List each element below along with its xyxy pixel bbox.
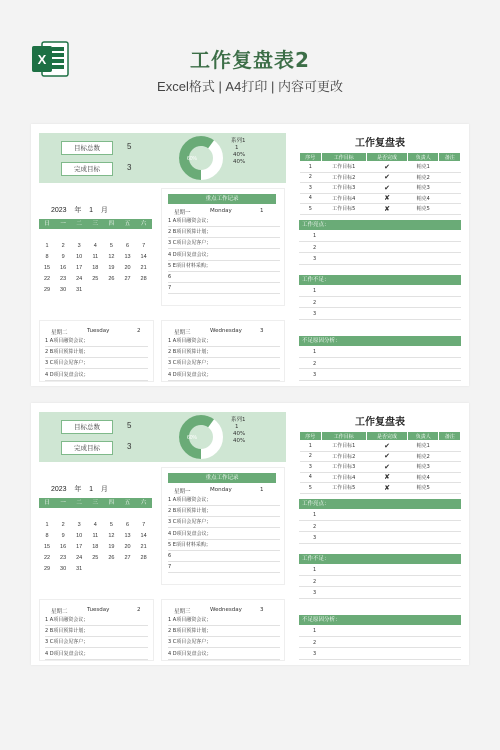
table-cell: 工作目标2 xyxy=(321,172,366,183)
calendar-day: 18 xyxy=(92,544,99,550)
section-line: 3 xyxy=(299,649,461,660)
section-line: 2 xyxy=(299,243,461,254)
status-mark: ✘ xyxy=(366,483,407,494)
table-cell: 1 xyxy=(300,162,322,173)
calendar-day: 11 xyxy=(92,254,99,260)
day-record-line: 4 D项目复盘会议； xyxy=(168,250,280,261)
table-cell: 3 xyxy=(300,462,322,473)
status-mark: ✘ xyxy=(366,193,407,204)
page-subtitle: Excel格式 | A4打印 | 内容可更改 xyxy=(157,79,343,94)
calendar-day: 29 xyxy=(43,287,51,293)
day-record-line: 5 E项目材料采购； xyxy=(168,261,280,272)
calendar-month: 1 xyxy=(89,486,94,493)
status-mark: ✔ xyxy=(366,183,407,194)
goals-col-header-2: 是否完成 xyxy=(366,153,407,162)
calendar-day: 20 xyxy=(124,544,131,550)
calendar-day: 31 xyxy=(76,566,83,572)
completion-donut-chart xyxy=(177,134,225,182)
day-record-line: 2 B项目预算计划； xyxy=(168,626,280,637)
goal-total-value: 5 xyxy=(127,142,132,151)
donut-percent-label: 60% xyxy=(187,435,198,441)
status-mark: ✔ xyxy=(366,451,407,462)
calendar-day: 18 xyxy=(92,265,99,271)
day-number: 3 xyxy=(260,328,264,334)
day-record-line: 6 xyxy=(168,551,280,562)
calendar-day: 28 xyxy=(140,276,147,282)
table-cell xyxy=(439,472,461,483)
table-cell: 工作目标3 xyxy=(321,462,366,473)
section-title: 工作亮点： xyxy=(299,220,461,230)
section-title: 工作亮点： xyxy=(299,499,461,509)
calendar-weekday: 四 xyxy=(108,500,115,506)
calendar-weekday: 六 xyxy=(140,221,147,227)
calendar-year: 2023 xyxy=(51,207,67,214)
legend-value: 1 xyxy=(235,145,239,151)
day-record-line: 1 A项目融资会议； xyxy=(168,336,280,347)
calendar-month-unit: 月 xyxy=(100,486,108,493)
sheet-2 xyxy=(31,403,469,665)
table-row xyxy=(300,483,461,494)
completion-donut-chart xyxy=(177,413,225,461)
calendar-weekday-row xyxy=(39,498,152,508)
day-name-cn: 星期三 xyxy=(174,330,191,336)
day-record-line: 2 B项目预算计划； xyxy=(45,347,148,358)
calendar-day: 1 xyxy=(45,243,49,249)
calendar-day: 24 xyxy=(76,555,83,561)
table-row xyxy=(300,204,461,215)
calendar-day: 5 xyxy=(109,243,113,249)
calendar-month: 1 xyxy=(89,207,94,214)
sheet-title: 工作复盘表 xyxy=(355,138,405,149)
calendar-day: 3 xyxy=(77,243,81,249)
table-cell: 帕克2 xyxy=(408,172,439,183)
calendar-day: 30 xyxy=(60,287,67,293)
table-cell: 帕克4 xyxy=(408,472,439,483)
calendar-day: 4 xyxy=(93,243,97,249)
table-row xyxy=(300,451,461,462)
table-row xyxy=(300,183,461,194)
calendar-day: 8 xyxy=(45,254,49,260)
table-cell: 帕克3 xyxy=(408,462,439,473)
calendar-month-unit: 月 xyxy=(100,207,108,214)
calendar-day: 1 xyxy=(45,522,49,528)
day-number: 3 xyxy=(260,607,264,613)
goal-total-label: 目标总数 xyxy=(61,141,113,155)
day-record-line: 4 D项目复盘会议； xyxy=(45,649,148,660)
goal-total-value: 5 xyxy=(127,421,132,430)
calendar-day: 14 xyxy=(140,533,147,539)
records-title: 重点工作记录 xyxy=(168,473,276,483)
calendar-day: 7 xyxy=(142,243,146,249)
table-row xyxy=(300,193,461,204)
day-record-line: 1 A项目融资会议； xyxy=(168,216,280,227)
calendar-weekday: 二 xyxy=(76,221,82,227)
table-cell: 4 xyxy=(300,193,322,204)
section-line: 3 xyxy=(299,370,461,381)
table-cell: 5 xyxy=(300,483,322,494)
table-cell xyxy=(439,451,461,462)
section-line: 3 xyxy=(299,588,461,599)
day-name-cn: 星期一 xyxy=(174,489,191,495)
calendar-day: 17 xyxy=(76,544,83,550)
calendar-day: 2 xyxy=(61,243,65,249)
section-line: 3 xyxy=(299,533,461,544)
table-cell xyxy=(439,162,461,173)
table-cell: 帕克5 xyxy=(408,483,439,494)
goals-col-header-1: 工作目标 xyxy=(321,153,366,162)
legend-pct-a: 40% xyxy=(233,431,246,437)
legend-value: 1 xyxy=(235,424,239,430)
calendar-weekday: 日 xyxy=(44,500,50,506)
calendar-year: 2023 xyxy=(51,486,67,493)
stats-panel xyxy=(39,412,286,462)
calendar-day: 21 xyxy=(140,265,147,271)
calendar-day: 7 xyxy=(142,522,146,528)
goal-done-label: 完成目标 xyxy=(61,441,113,455)
goal-done-label: 完成目标 xyxy=(61,162,113,176)
goals-col-header-4: 备注 xyxy=(439,153,461,162)
calendar-weekday: 一 xyxy=(60,221,66,227)
calendar-day: 2 xyxy=(61,522,65,528)
day-name-en: Monday xyxy=(210,487,232,493)
day-record-line: 4 D项目复盘会议； xyxy=(168,649,280,660)
legend-series: 系列1 xyxy=(231,138,246,144)
calendar-day: 31 xyxy=(76,287,83,293)
calendar-day: 14 xyxy=(140,254,147,260)
table-cell: 工作目标5 xyxy=(321,483,366,494)
table-cell: 帕克2 xyxy=(408,451,439,462)
calendar-day: 5 xyxy=(109,522,113,528)
day-record-line: 2 B项目预算计划； xyxy=(168,347,280,358)
status-mark: ✘ xyxy=(366,472,407,483)
day-name-cn: 星期三 xyxy=(174,609,191,615)
legend-series: 系列1 xyxy=(231,417,246,423)
section-line: 1 xyxy=(299,231,461,242)
section-title: 工作不足： xyxy=(299,554,461,564)
calendar-day: 8 xyxy=(45,533,49,539)
calendar-day: 29 xyxy=(43,566,51,572)
calendar-day: 16 xyxy=(60,265,67,271)
section-line: 3 xyxy=(299,309,461,320)
calendar-weekday: 一 xyxy=(60,500,66,506)
section-title: 不足原因分析： xyxy=(299,336,461,346)
calendar-day: 22 xyxy=(43,276,51,282)
calendar-day: 26 xyxy=(108,276,115,282)
section-title: 不足原因分析： xyxy=(299,615,461,625)
table-cell xyxy=(439,172,461,183)
calendar-day: 27 xyxy=(124,555,131,561)
legend-pct-a: 40% xyxy=(233,152,246,158)
day-record-line: 4 D项目复盘会议； xyxy=(168,370,280,381)
table-cell: 帕克1 xyxy=(408,162,439,173)
page-title: 工作复盘表2 xyxy=(190,48,310,72)
goals-table xyxy=(299,152,461,215)
table-cell: 帕克5 xyxy=(408,204,439,215)
table-row xyxy=(300,441,461,452)
calendar-day: 28 xyxy=(140,555,147,561)
calendar-day: 15 xyxy=(43,544,51,550)
section-line: 1 xyxy=(299,510,461,521)
table-cell: 工作目标4 xyxy=(321,472,366,483)
day-name-en: Wednesday xyxy=(210,607,242,613)
day-name-cn: 星期二 xyxy=(51,609,68,615)
calendar-weekday: 四 xyxy=(108,221,115,227)
day-name-en: Wednesday xyxy=(210,328,242,334)
day-number: 1 xyxy=(260,487,264,493)
section-line: 2 xyxy=(299,298,461,309)
table-row xyxy=(300,172,461,183)
table-cell xyxy=(439,441,461,452)
day-name-en: Tuesday xyxy=(87,607,110,613)
day-record-line: 4 D项目复盘会议； xyxy=(168,529,280,540)
day-record-line: 2 B项目预算计划； xyxy=(168,506,280,517)
goals-table-header xyxy=(300,432,461,441)
calendar-day: 15 xyxy=(43,265,51,271)
table-row xyxy=(300,462,461,473)
day-number: 2 xyxy=(137,328,141,334)
calendar-day: 30 xyxy=(60,566,67,572)
section-line: 2 xyxy=(299,577,461,588)
calendar-weekday: 三 xyxy=(92,500,99,506)
sheet-1 xyxy=(31,124,469,386)
day-record-line: 5 E项目材料采购； xyxy=(168,540,280,551)
section-title: 工作不足： xyxy=(299,275,461,285)
table-cell: 帕克3 xyxy=(408,183,439,194)
day-record-line: 3 C项目会见客户； xyxy=(168,238,280,249)
table-cell: 1 xyxy=(300,441,322,452)
day-record-line: 6 xyxy=(168,272,280,283)
calendar-day: 22 xyxy=(43,555,51,561)
table-cell xyxy=(439,462,461,473)
goals-col-header-0: 序号 xyxy=(300,153,322,162)
day-record-line: 3 C项目会见客户； xyxy=(168,517,280,528)
table-cell: 帕克4 xyxy=(408,193,439,204)
calendar-day: 4 xyxy=(93,522,97,528)
section-line: 2 xyxy=(299,638,461,649)
table-cell: 工作目标4 xyxy=(321,193,366,204)
day-record-line: 2 B项目预算计划； xyxy=(45,626,148,637)
calendar-day: 25 xyxy=(92,276,99,282)
table-cell: 工作目标1 xyxy=(321,162,366,173)
section-line: 2 xyxy=(299,522,461,533)
status-mark: ✔ xyxy=(366,172,407,183)
day-record-line: 1 A项目融资会议； xyxy=(168,495,280,506)
goal-done-value: 3 xyxy=(127,163,132,172)
calendar-weekday: 日 xyxy=(44,221,50,227)
calendar-weekday: 五 xyxy=(124,221,131,227)
calendar-weekday: 三 xyxy=(92,221,99,227)
calendar-day: 12 xyxy=(108,533,115,539)
section-line: 1 xyxy=(299,347,461,358)
table-cell: 2 xyxy=(300,172,322,183)
table-cell: 工作目标2 xyxy=(321,451,366,462)
section-line: 1 xyxy=(299,565,461,576)
calendar-day: 19 xyxy=(108,265,115,271)
excel-logo-letter: X xyxy=(37,52,47,67)
legend-pct-b: 40% xyxy=(233,438,246,444)
calendar-year-unit: 年 xyxy=(74,486,82,493)
status-mark: ✘ xyxy=(366,204,407,215)
table-cell xyxy=(439,183,461,194)
day-record-line: 2 B项目预算计划； xyxy=(168,227,280,238)
goals-col-header-4: 备注 xyxy=(439,432,461,441)
calendar-day: 16 xyxy=(60,544,67,550)
calendar-day: 10 xyxy=(76,533,83,539)
calendar-day: 6 xyxy=(125,243,130,249)
day-name-cn: 星期一 xyxy=(174,210,191,216)
calendar-weekday: 二 xyxy=(76,500,82,506)
status-mark: ✔ xyxy=(366,162,407,173)
calendar-weekday-row xyxy=(39,219,152,229)
calendar-weekday: 五 xyxy=(124,500,131,506)
table-cell: 工作目标3 xyxy=(321,183,366,194)
goals-table xyxy=(299,431,461,494)
stats-panel xyxy=(39,133,286,183)
table-cell: 4 xyxy=(300,472,322,483)
day-record-line: 7 xyxy=(168,562,280,573)
status-mark: ✔ xyxy=(366,462,407,473)
table-cell xyxy=(439,483,461,494)
day-record-line: 3 C项目会见客户； xyxy=(45,637,148,648)
calendar-day: 10 xyxy=(76,254,83,260)
day-record-line: 3 C项目会见客户； xyxy=(45,358,148,369)
day-record-line: 4 D项目复盘会议； xyxy=(45,370,148,381)
table-cell: 帕克1 xyxy=(408,441,439,452)
calendar-day: 17 xyxy=(76,265,83,271)
day-record-line: 7 xyxy=(168,283,280,294)
donut-percent-label: 60% xyxy=(187,156,198,162)
status-mark: ✔ xyxy=(366,441,407,452)
goals-col-header-1: 工作目标 xyxy=(321,432,366,441)
calendar-day: 9 xyxy=(61,533,65,539)
calendar-day: 11 xyxy=(92,533,99,539)
table-cell xyxy=(439,193,461,204)
calendar-day: 13 xyxy=(124,254,131,260)
goals-table-header xyxy=(300,153,461,162)
calendar-day: 9 xyxy=(61,254,65,260)
table-cell: 工作目标1 xyxy=(321,441,366,452)
day-name-en: Monday xyxy=(210,208,232,214)
calendar-day: 12 xyxy=(108,254,115,260)
calendar-header xyxy=(51,484,108,494)
table-cell: 3 xyxy=(300,183,322,194)
calendar-day: 21 xyxy=(140,544,147,550)
calendar-year-unit: 年 xyxy=(74,207,82,214)
day-record-line: 1 A项目融资会议； xyxy=(168,615,280,626)
goals-col-header-3: 负责人 xyxy=(408,153,439,162)
section-line: 2 xyxy=(299,359,461,370)
table-row xyxy=(300,472,461,483)
table-cell: 2 xyxy=(300,451,322,462)
day-number: 1 xyxy=(260,208,264,214)
calendar-weekday: 六 xyxy=(140,500,147,506)
goals-col-header-3: 负责人 xyxy=(408,432,439,441)
day-record-line: 1 A项目融资会议； xyxy=(45,336,148,347)
day-number: 2 xyxy=(137,607,141,613)
calendar-day: 23 xyxy=(60,276,67,282)
goal-done-value: 3 xyxy=(127,442,132,451)
sheet-title: 工作复盘表 xyxy=(355,417,405,428)
calendar-day: 26 xyxy=(108,555,115,561)
section-line: 1 xyxy=(299,286,461,297)
day-record-line: 3 C项目会见客户； xyxy=(168,358,280,369)
table-cell xyxy=(439,204,461,215)
calendar-day: 6 xyxy=(125,522,130,528)
section-line: 1 xyxy=(299,626,461,637)
goals-col-header-0: 序号 xyxy=(300,432,322,441)
goals-col-header-2: 是否完成 xyxy=(366,432,407,441)
calendar-header xyxy=(51,205,108,215)
records-title: 重点工作记录 xyxy=(168,194,276,204)
calendar-day: 20 xyxy=(124,265,131,271)
legend-pct-b: 40% xyxy=(233,159,246,165)
calendar-day: 19 xyxy=(108,544,115,550)
day-record-line: 1 A项目融资会议； xyxy=(45,615,148,626)
calendar-day: 24 xyxy=(76,276,83,282)
calendar-day: 27 xyxy=(124,276,131,282)
day-record-line: 3 C项目会见客户； xyxy=(168,637,280,648)
table-row xyxy=(300,162,461,173)
section-line: 3 xyxy=(299,254,461,265)
table-cell: 5 xyxy=(300,204,322,215)
goal-total-label: 目标总数 xyxy=(61,420,113,434)
calendar-day: 23 xyxy=(60,555,67,561)
day-name-cn: 星期二 xyxy=(51,330,68,336)
calendar-day: 13 xyxy=(124,533,131,539)
table-cell: 工作目标5 xyxy=(321,204,366,215)
calendar-day: 3 xyxy=(77,522,81,528)
calendar-day: 25 xyxy=(92,555,99,561)
day-name-en: Tuesday xyxy=(87,328,110,334)
